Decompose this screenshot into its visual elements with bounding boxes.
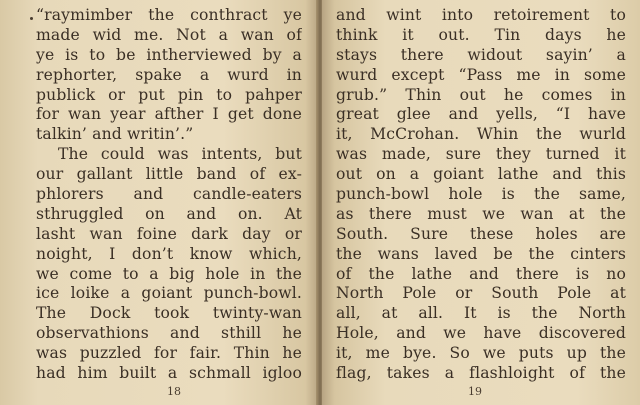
text-line: it, me bye. So we puts up the xyxy=(336,344,626,363)
text-line: phlorers and candle-eaters xyxy=(36,185,302,204)
text-line: for wan year afther I get done xyxy=(36,105,302,124)
text-line: out on a goiant lathe and this xyxy=(336,165,626,184)
text-line: North Pole or South Pole at xyxy=(336,284,626,303)
text-line: sthruggled on and on. At xyxy=(36,204,302,223)
text-line: wurd except “Pass me in some xyxy=(336,65,626,84)
text-line: flag, takes a flashloight of the xyxy=(336,364,626,383)
text-line: ye is to be intherviewed by a xyxy=(36,45,302,64)
page-number: 19 xyxy=(468,385,482,398)
text-line: talkin’ and writin’.” xyxy=(36,125,194,144)
left-page xyxy=(0,0,318,405)
text-line: the wans laved be the cinters xyxy=(336,244,626,263)
text-line: noight, I don’t know which, xyxy=(36,244,302,263)
text-line: stays there widout sayin’ a xyxy=(336,45,626,64)
text-line: we come to a big hole in the xyxy=(36,264,302,283)
right-page xyxy=(322,0,640,405)
text-line: Hole, and we have discovered xyxy=(336,324,626,343)
text-line: it, McCrohan. Whin the wurld xyxy=(336,125,626,144)
page-number: 18 xyxy=(167,385,181,398)
text-line: South. Sure these holes are xyxy=(336,224,626,243)
text-line: punch-bowl hole is the same, xyxy=(336,185,626,204)
left-page-text xyxy=(36,6,302,384)
ink-speck xyxy=(30,17,33,20)
text-line: was puzzled for fair. Thin he xyxy=(36,344,302,363)
text-line: grub.” Thin out he comes in xyxy=(336,85,626,104)
text-line: lasht wan foine dark day or xyxy=(36,224,302,243)
text-line: all, at all. It is the North xyxy=(336,304,626,323)
text-line: great glee and yells, “I have xyxy=(336,105,626,124)
text-line: rephorter, spake a wurd in xyxy=(36,65,302,84)
text-line: of the lathe and there is no xyxy=(336,264,626,283)
text-line: was made, sure they turned it xyxy=(336,145,626,164)
text-line: our gallant little band of ex- xyxy=(36,165,302,184)
text-line: and wint into retoirement to xyxy=(336,6,626,24)
text-line: think it out. Tin days he xyxy=(336,25,626,44)
text-line: had him built a schmall igloo xyxy=(36,364,302,383)
text-line: The could was intents, but xyxy=(58,145,302,164)
text-line: “raymimber the conthract ye xyxy=(36,6,302,24)
text-line: made wid me. Not a wan of xyxy=(36,25,302,44)
text-line: ice loike a goiant punch-bowl. xyxy=(36,284,302,303)
text-line: The Dock took twinty-wan xyxy=(36,304,302,323)
right-page-text xyxy=(336,6,626,384)
text-line: publick or put pin to pahper xyxy=(36,85,302,104)
text-line: as there must we wan at the xyxy=(336,204,626,223)
text-line: observathions and sthill he xyxy=(36,324,302,343)
